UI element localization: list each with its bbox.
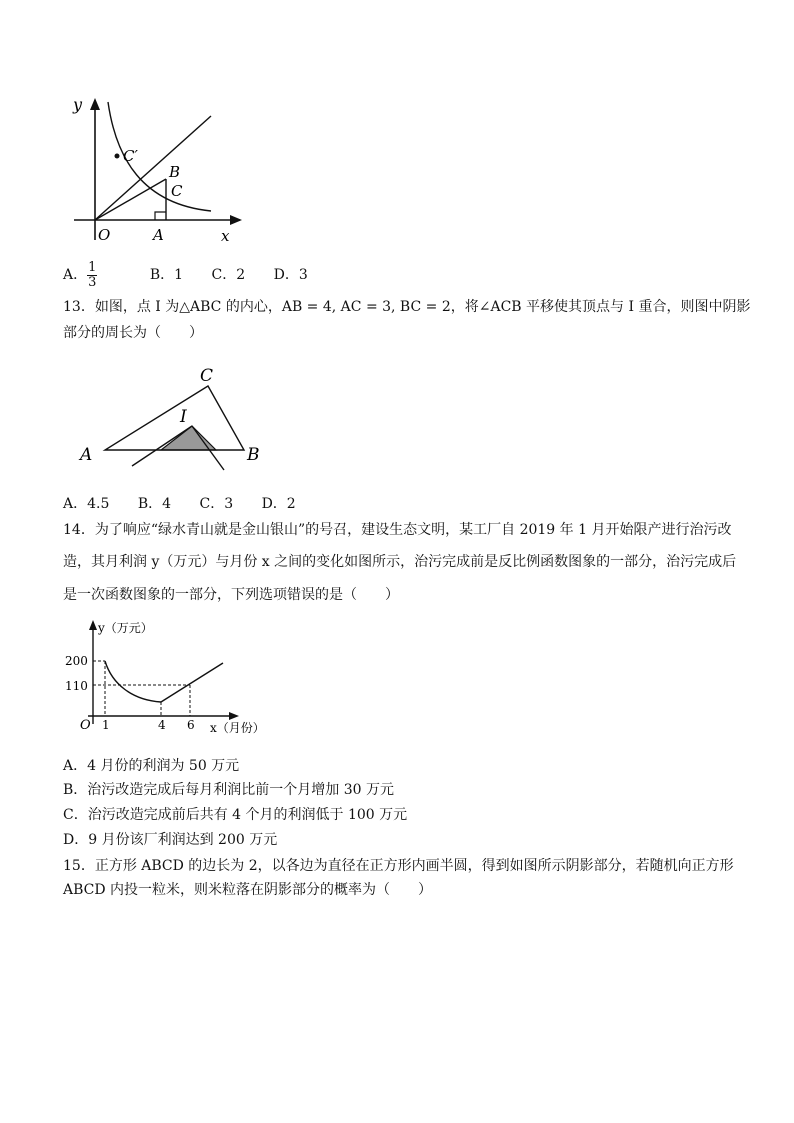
q13-label-b: B xyxy=(247,445,260,465)
q14-option-a: A．4 月份的利润为 50 万元 xyxy=(63,758,240,774)
q14-stem-line1: 14．为了响应“绿水青山就是金山银山”的号召，建设生态文明，某工厂自 2019 年 1 月开始限产进行治污改 xyxy=(63,522,732,538)
q12-option-d: D．3 xyxy=(273,267,308,283)
q12-x-axis-arrow xyxy=(230,215,242,225)
q13-figure xyxy=(76,360,276,472)
q14-y-label: y（万元） xyxy=(98,621,153,635)
q13-option-d: D．2 xyxy=(261,496,296,512)
q12-y-axis-arrow xyxy=(90,98,100,110)
q12-options xyxy=(63,258,332,292)
q14-option-c: C．治污改造完成前后共有 4 个月的利润低于 100 万元 xyxy=(63,807,408,823)
q13-option-b: B．4 xyxy=(137,496,172,512)
q12-line-through-origin xyxy=(95,116,211,220)
q14-x-label: x（月份） xyxy=(210,721,265,735)
q13-stem-line1: 13．如图，点 I 为△ABC 的内心，AB = 4, AC = 3, BC = 2，将∠ACB 平移使其顶点与 I 重合，则图中阴影 xyxy=(63,299,751,315)
q14-y-tick-200: 200 xyxy=(65,654,88,668)
q12-x-label: x xyxy=(221,227,230,245)
q14-x-tick-4: 4 xyxy=(158,718,166,732)
q14-x-tick-6: 6 xyxy=(187,718,195,732)
q12-a-label: A xyxy=(153,226,164,244)
q12-y-label: y xyxy=(73,95,83,114)
q12-c-label: C xyxy=(171,182,183,200)
q14-line-after xyxy=(161,663,223,702)
q14-y-tick-110: 110 xyxy=(65,679,88,693)
q13-stem-line2: 部分的周长为（ ） xyxy=(63,325,203,341)
q13-label-i: I xyxy=(180,407,187,427)
q15-stem-line1: 15．正方形 ABCD 的边长为 2，以各边为直径在正方形内画半圆，得到如图所示阴影部分，若随机向正方形 xyxy=(63,858,734,874)
q15-stem-line2: ABCD 内投一粒米，则米粒落在阴影部分的概率为（ ） xyxy=(63,882,433,898)
q12-b-label: B xyxy=(169,163,181,181)
q12-right-angle-mark xyxy=(155,212,166,220)
q13-option-a: A．4.5 xyxy=(63,496,110,512)
q14-stem-line2: 造，其月利润 y（万元）与月份 x 之间的变化如图所示，治污完成前是反比例函数图象的一部分，治污完成后 xyxy=(63,554,737,570)
q14-stem-line3: 是一次函数图象的一部分，下列选项错误的是（ ） xyxy=(63,587,399,603)
q12-point-c-prime xyxy=(115,154,120,159)
q14-x-tick-1: 1 xyxy=(102,718,110,732)
q14-x-axis-arrow xyxy=(229,712,239,720)
q12-option-a-fraction: $\frac{1}{3}$ xyxy=(88,259,97,290)
q12-figure xyxy=(62,88,252,250)
q12-option-b: B．1 xyxy=(149,267,184,283)
q14-option-d: D．9 月份该厂利润达到 200 万元 xyxy=(63,832,278,848)
q12-c-prime-label: C′ xyxy=(123,147,138,165)
q14-origin-label: O xyxy=(80,718,91,733)
q13-label-a: A xyxy=(80,445,93,465)
q14-option-b: B．治污改造完成后每月利润比前一个月增加 30 万元 xyxy=(63,782,395,798)
q12-origin-label: O xyxy=(98,226,111,244)
q13-shaded-triangle xyxy=(161,426,216,450)
q14-y-axis-arrow xyxy=(89,620,97,630)
q13-options xyxy=(63,494,320,514)
q13-option-c: C．3 xyxy=(199,496,234,512)
q12-option-c: C．2 xyxy=(211,267,246,283)
q13-label-c: C xyxy=(200,366,214,386)
q14-chart xyxy=(62,614,272,740)
q14-curve-before xyxy=(105,661,161,702)
q12-option-a: A． $\frac{1}{3}$ xyxy=(63,267,121,283)
